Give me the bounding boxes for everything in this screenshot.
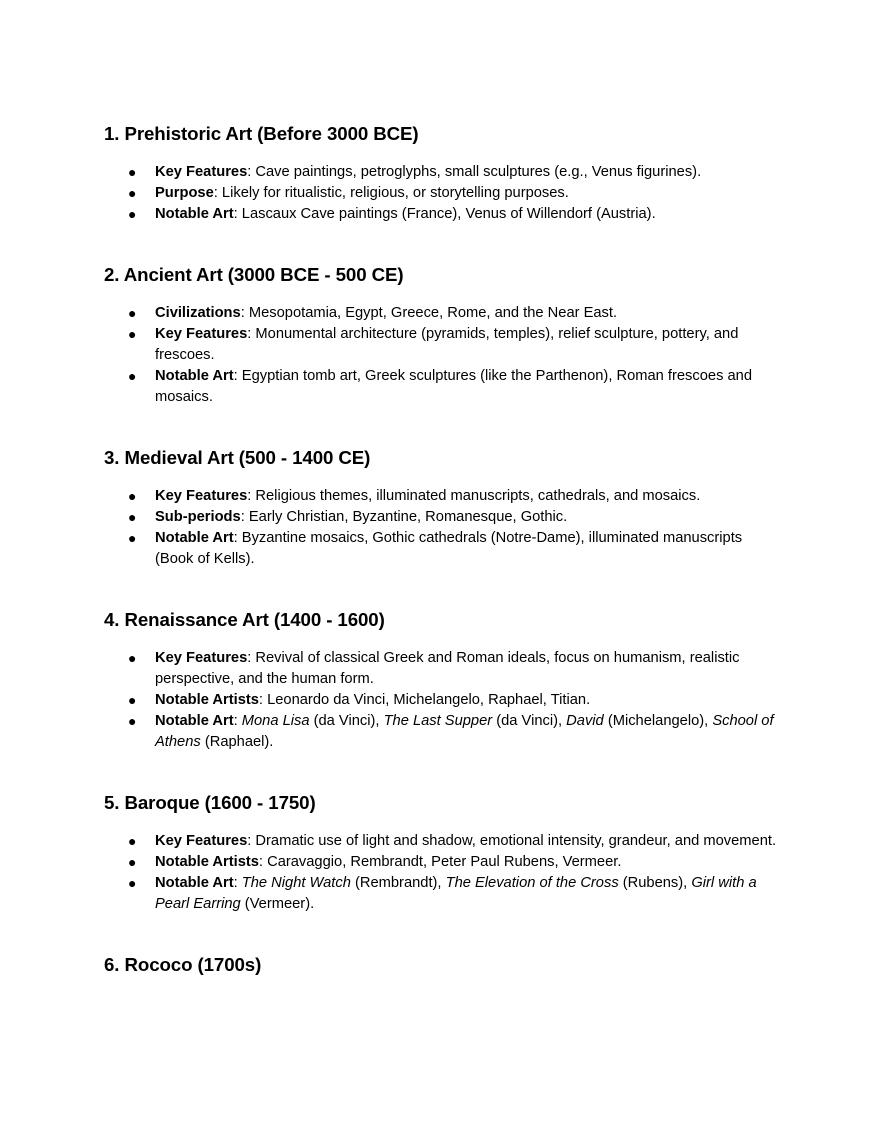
item-label: Notable Art	[155, 368, 234, 384]
list-item	[104, 324, 784, 366]
section-heading: 6. Rococo (1700s)	[104, 954, 262, 975]
bullet-icon: ●	[128, 488, 137, 504]
item-label: Notable Artists	[155, 692, 259, 708]
item-text: : The Night Watch (Rembrandt), The Elevation of the Cross (Rubens), Girl with a Pearl Earring (Vermeer).	[155, 875, 757, 912]
item-text: : Early Christian, Byzantine, Romanesque, Gothic.	[240, 509, 568, 525]
bullet-list	[104, 162, 784, 225]
item-text: : Revival of classical Greek and Roman ideals, focus on humanism, realistic perspective, and the human form.	[155, 650, 740, 687]
bullet-icon: ●	[128, 650, 137, 666]
artwork-title: David	[566, 713, 604, 729]
artwork-title: The Elevation of the Cross	[445, 875, 619, 891]
section-heading: 2. Ancient Art (3000 BCE - 500 CE)	[104, 264, 404, 285]
list-item	[104, 711, 784, 753]
item-label: Notable Art	[155, 530, 234, 546]
bullet-icon: ●	[128, 206, 137, 222]
section-ancient-art	[104, 264, 784, 408]
bullet-list	[104, 831, 784, 915]
artwork-title: The Last Supper	[383, 713, 493, 729]
section-heading: 4. Renaissance Art (1400 - 1600)	[104, 609, 385, 630]
bullet-icon: ●	[128, 692, 137, 708]
section-heading: 5. Baroque (1600 - 1750)	[104, 792, 316, 813]
section-rococo	[104, 954, 784, 976]
section-heading: 3. Medieval Art (500 - 1400 CE)	[104, 447, 371, 468]
item-label: Notable Art	[155, 875, 234, 891]
item-text: : Dramatic use of light and shadow, emotional intensity, grandeur, and movement.	[247, 833, 777, 849]
artwork-title: Mona Lisa	[241, 713, 310, 729]
list-item	[104, 831, 784, 852]
list-item	[104, 507, 784, 528]
bullet-icon: ●	[128, 530, 137, 546]
item-label: Sub-periods	[155, 509, 241, 525]
bullet-list	[104, 303, 784, 408]
bullet-list	[104, 486, 784, 570]
list-item	[104, 648, 784, 690]
document-page	[104, 123, 784, 1015]
item-text: : Mona Lisa (da Vinci), The Last Supper (da Vinci), David (Michelangelo), School of Athens (Raphael).	[155, 713, 774, 750]
item-text: : Lascaux Cave paintings (France), Venus of Willendorf (Austria).	[233, 206, 656, 222]
bullet-icon: ●	[128, 713, 137, 729]
item-label: Notable Art	[155, 713, 234, 729]
item-label: Notable Art	[155, 206, 234, 222]
item-text: : Cave paintings, petroglyphs, small sculptures (e.g., Venus figurines).	[247, 164, 702, 180]
section-heading: 1. Prehistoric Art (Before 3000 BCE)	[104, 123, 419, 144]
list-item	[104, 162, 784, 183]
artwork-title: The Night Watch	[241, 875, 351, 891]
artwork-title: School of Athens	[155, 713, 774, 750]
item-text: : Egyptian tomb art, Greek sculptures (like the Parthenon), Roman frescoes and mosaics.	[155, 368, 753, 405]
item-label: Key Features	[155, 650, 248, 666]
item-text: : Monumental architecture (pyramids, temples), relief sculpture, pottery, and frescoes.	[155, 326, 739, 363]
item-label: Key Features	[155, 833, 248, 849]
bullet-icon: ●	[128, 185, 137, 201]
section-baroque	[104, 792, 784, 915]
item-label: Civilizations	[155, 305, 241, 321]
item-text: : Leonardo da Vinci, Michelangelo, Raphael, Titian.	[258, 692, 591, 708]
item-text: : Byzantine mosaics, Gothic cathedrals (Notre-Dame), illuminated manuscripts (Book of Kells).	[155, 530, 743, 567]
list-item	[104, 366, 784, 408]
item-label: Key Features	[155, 488, 248, 504]
list-item	[104, 852, 784, 873]
list-item	[104, 303, 784, 324]
artwork-title: Girl with a Pearl Earring	[155, 875, 757, 912]
item-text: : Caravaggio, Rembrandt, Peter Paul Rubens, Vermeer.	[258, 854, 622, 870]
bullet-icon: ●	[128, 164, 137, 180]
bullet-icon: ●	[128, 368, 137, 384]
item-label: Key Features	[155, 326, 248, 342]
list-item	[104, 204, 784, 225]
list-item	[104, 183, 784, 204]
item-text: : Religious themes, illuminated manuscripts, cathedrals, and mosaics.	[247, 488, 701, 504]
list-item	[104, 690, 784, 711]
section-medieval-art	[104, 447, 784, 570]
bullet-icon: ●	[128, 833, 137, 849]
list-item	[104, 873, 784, 915]
bullet-icon: ●	[128, 305, 137, 321]
list-item	[104, 528, 784, 570]
item-label: Purpose	[155, 185, 214, 201]
bullet-icon: ●	[128, 875, 137, 891]
item-label: Notable Artists	[155, 854, 259, 870]
list-item	[104, 486, 784, 507]
item-label: Key Features	[155, 164, 248, 180]
bullet-list	[104, 648, 784, 753]
section-prehistoric-art	[104, 123, 784, 225]
section-renaissance-art	[104, 609, 784, 753]
bullet-icon: ●	[128, 326, 137, 342]
bullet-icon: ●	[128, 854, 137, 870]
bullet-icon: ●	[128, 509, 137, 525]
item-text: : Mesopotamia, Egypt, Greece, Rome, and the Near East.	[240, 305, 618, 321]
item-text: : Likely for ritualistic, religious, or storytelling purposes.	[213, 185, 569, 201]
